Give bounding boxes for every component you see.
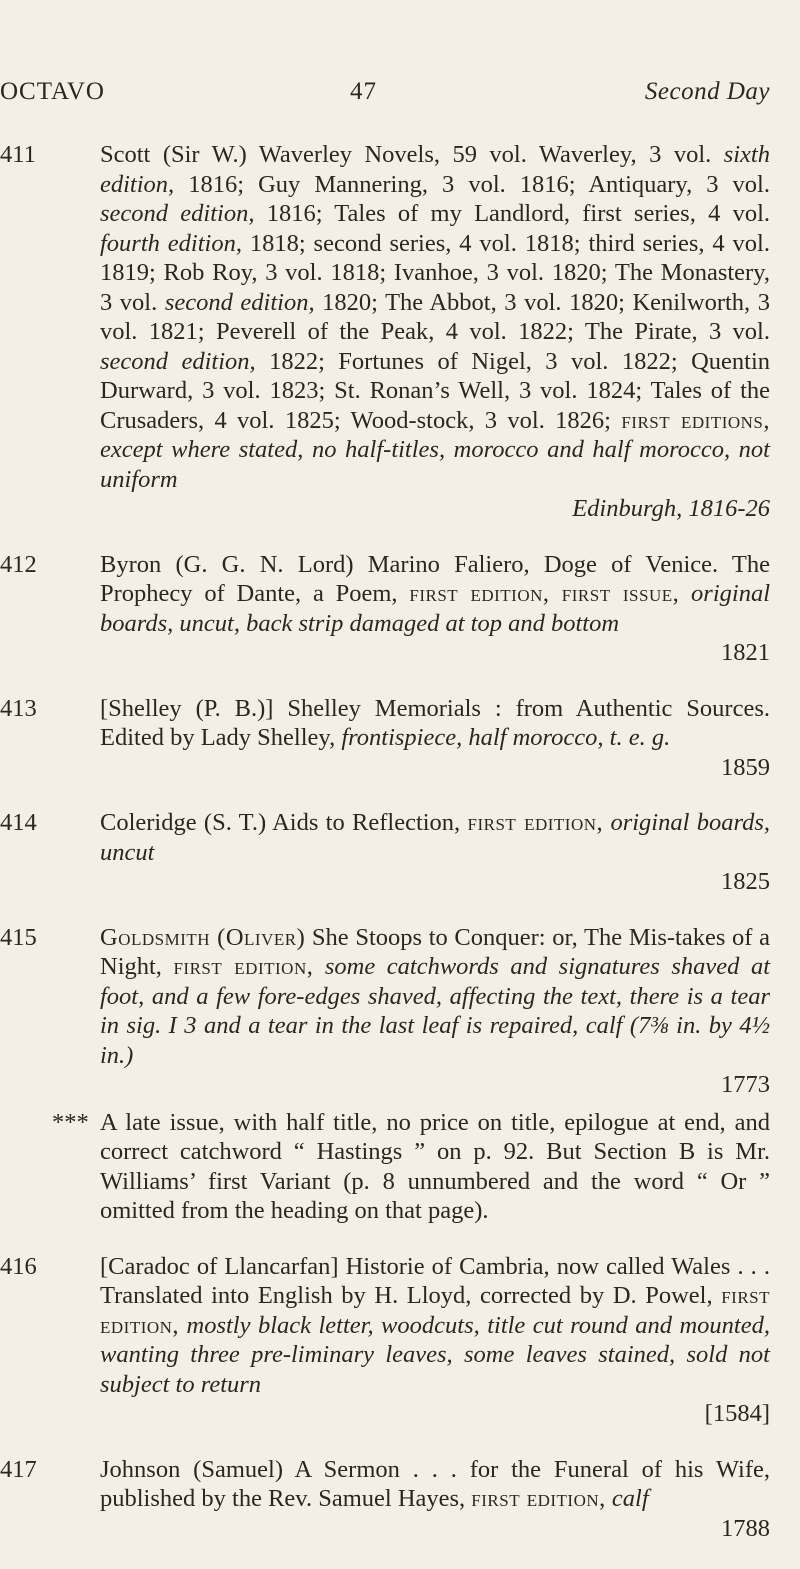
lot-list [0,140,800,1569]
lot-text-run: second edition, [164,288,315,316]
lot-text-run: sixth edition, [100,141,770,198]
lot-text-run: first editions, [621,406,770,434]
lot-date: Edinburgh, 1816-26 [572,495,770,522]
lot-note [0,1108,800,1226]
lot-text-run: 1822; Fortunes of Nigel, 3 vol. 1822; Quentin Durward, 3 vol. 1823; St. Ronan’s Well, 3 vol. 1824; Tales of the Crusaders, 4 vol. 1825; Wood-stock, 3 vol. 1826; [100,347,770,434]
lot-entry [0,550,800,668]
lot-entry [0,1252,800,1429]
lot-description [100,140,770,494]
lot-number: 416 [0,1252,37,1280]
lot-text-run: first edition, [100,1282,770,1339]
lot-entry [0,1455,800,1544]
lot-text-run: [Caradoc of Llancarfan] Historie of Cambria, now called Wales . . . Translated into English by H. Lloyd, corrected by D. Powel, [100,1252,770,1309]
lot-number: 413 [0,694,37,722]
running-head-day: Second Day [644,78,770,105]
lot-entry [0,140,800,524]
lot-description [100,694,770,753]
lot-number: 411 [0,141,36,168]
lot-text-run: Goldsmith (Oliver) [100,923,306,951]
lot-text-run: original boards, uncut [100,809,771,866]
lot-number: 415 [0,923,37,951]
lot-text-run: fourth edition, [100,229,242,257]
lot-text-run [179,1312,186,1339]
lot-text-run: 1816; Guy Mannering, 3 vol. 1816; Antiquary, 3 vol. [174,170,770,198]
lot-text-run [679,580,691,607]
page-number: 47 [350,78,377,105]
lot-text-run: first edition, [467,809,604,836]
lot-description [100,1252,770,1400]
lot-text-run: Byron (G. G. N. Lord) Marino Faliero, Doge of Venice. The Prophecy of Dante, a Poem, [100,550,770,607]
lot-number: 414 [0,809,37,836]
lot-text-run: second edition, [100,200,255,227]
lot-text-run [313,953,325,980]
lot-text-run: She Stoops to Conquer: or, The Mis-takes of a Night, [100,923,770,980]
running-head-format: OCTAVO [0,78,105,105]
lot-text-run: Coleridge (S. T.) Aids to Reflection, [100,809,468,836]
lot-date: 1825 [721,868,770,895]
note-mark: *** [52,1108,89,1136]
lot-text-run: first edition, [173,953,314,980]
lot-text-run: first edition, [471,1485,606,1512]
lot-text-run: 1820; The Abbot, 3 vol. 1820; Kenilworth, 3 vol. 1821; Peverell of the Peak, 4 vol. 1822; The Pirate, 3 vol. [100,288,770,345]
lot-text-run: 1818; second series, 4 vol. 1818; third series, 4 vol. 1819; Rob Roy, 3 vol. 1818; Ivanhoe, 3 vol. 1820; The Monastery, 3 vol. [100,229,770,316]
lot-text-run: except where stated, no half-titles, morocco and half morocco, not uniform [100,436,770,493]
lot-text-run: frontispiece, half morocco, t. e. g. [341,724,671,751]
lot-description [100,550,770,639]
lot-text-run: original boards, uncut, back strip damaged at top and bottom [100,580,771,637]
lot-description [100,923,770,1071]
lot-text-run: second edition, [100,347,256,375]
lot-entry [0,923,800,1100]
lot-text-run: Johnson (Samuel) A Sermon . . . for the Funeral of his Wife, published by the Rev. Samuel Hayes, [100,1455,770,1512]
lot-text-run: some catchwords and signatures shaved at foot, and a few fore-edges shaved, affecting the text, there is a tear in sig. I 3 and a tear in the last leaf is repaired, calf (7⅜ in. by 4½ in.) [100,953,770,1069]
lot-description [100,1455,770,1514]
lot-date: 1859 [721,753,770,781]
lot-number: 412 [0,550,37,578]
lot-date: 1773 [721,1071,770,1098]
lot-text-run: calf [611,1485,649,1512]
note-text: A late issue, with half title, no price on title, epilogue at end, and correct catchword “ Hastings ” on p. 92. But Section B is Mr. Williams’ first Variant (p. 8 unnumbered and the word “ Or ” omitted from the heading on that page). [100,1108,770,1224]
lot-text-run: mostly black letter, woodcuts, title cut round and mounted, wanting three pre-liminary leaves, some leaves stained, sold not subject to return [100,1311,770,1398]
lot-text-run: first edition, first issue, [409,580,680,607]
lot-entry [0,808,800,897]
lot-entry [0,694,800,783]
lot-text-run: 1816; Tales of my Landlord, first series, 4 vol. [254,200,771,227]
lot-date: [1584] [704,1400,770,1427]
running-head [0,78,800,112]
lot-date: 1821 [721,639,770,666]
lot-text-run: Scott (Sir W.) Waverley Novels, 59 vol. Waverley, 3 vol. [100,141,724,168]
lot-number: 417 [0,1455,37,1483]
lot-date: 1788 [721,1514,770,1542]
lot-description [100,808,770,867]
lot-text-run: [Shelley (P. B.)] Shelley Memorials : from Authentic Sources. Edited by Lady Shelley, [100,694,770,751]
